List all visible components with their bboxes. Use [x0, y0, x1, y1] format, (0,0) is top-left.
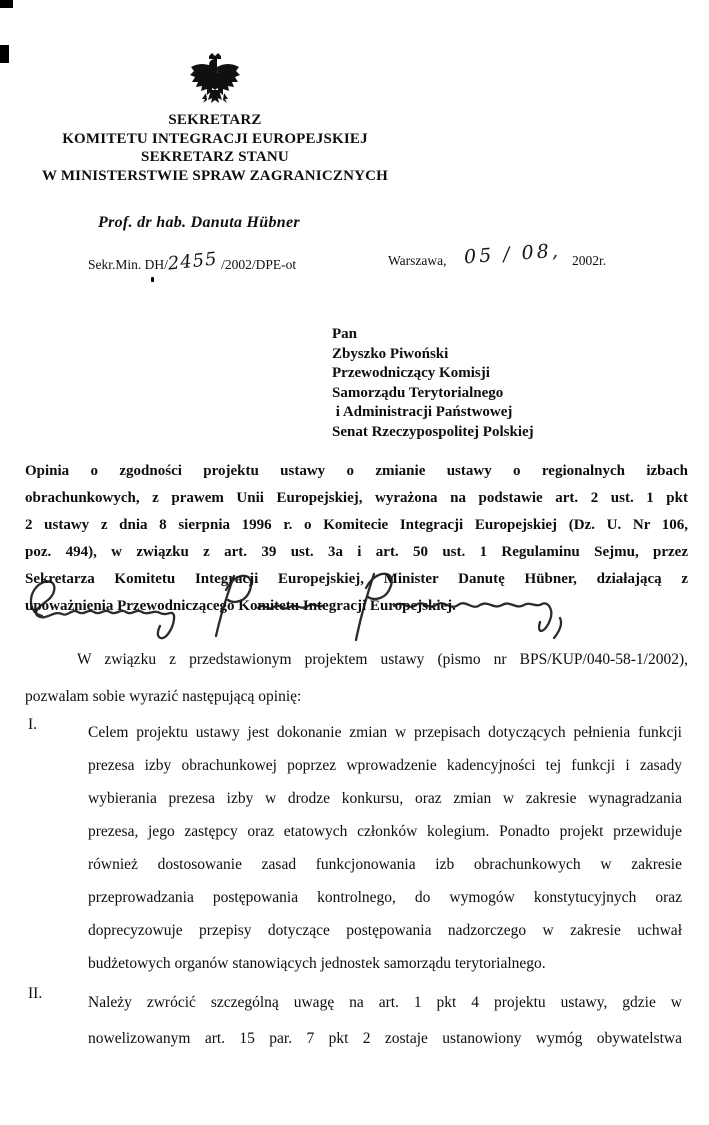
handwriting-word-przewodniczacy — [356, 574, 374, 640]
text-line: Przewodniczący Komisji — [332, 365, 490, 381]
text-line: W MINISTERSTWIE SPRAW ZAGRANICZNYCH — [41, 167, 389, 184]
handwriting-word-panie — [258, 605, 322, 609]
text-line: prezesa izby obrachunkowej poprzez wprowadzenie kadencyjności tej funkcji i zasady — [88, 757, 682, 774]
text-line: Należy zwrócić szczególną uwagę na art. 1 pkt 4 projektu ustawy, gdzie w — [88, 994, 682, 1011]
handwritten-greeting — [22, 568, 567, 652]
letterhead-title — [0, 111, 430, 185]
section-1-label: I. — [28, 716, 38, 733]
text-line: W związku z przedstawionym projektem ustawy (pismo nr BPS/KUP/040-58-1/2002), — [77, 651, 688, 668]
text-line: Opinia o zgodności projektu ustawy o zmianie ustawy o regionalnych izbach — [25, 463, 688, 479]
reference-suffix: /2002/DPE-ot — [217, 257, 297, 272]
handwriting-word-panie — [216, 576, 234, 636]
handwriting-word-szanowny — [31, 581, 174, 638]
intro-paragraph — [25, 641, 688, 715]
handwriting-word-przewodniczacy — [394, 603, 551, 631]
official-name: Prof. dr hab. Danuta Hübner — [98, 214, 300, 231]
text-line: nowelizowanym art. 15 par. 7 pkt 2 zostaje ustanowiony wymóg obywatelstwa — [88, 1030, 682, 1047]
addressee-block — [332, 325, 534, 442]
reference-number — [88, 248, 297, 275]
text-line: Celem projektu ustawy jest dokonanie zmian w przepisach dotyczących pełnienia funkcji — [88, 724, 682, 741]
ink-dot-artifact — [151, 277, 154, 282]
text-line: Sekretarza Komitetu Integracji Europejskiej, Minister Danutę Hübner, działającą z — [25, 571, 688, 587]
letterhead — [0, 52, 430, 185]
text-line: Zbyszko Piwoński — [332, 345, 449, 362]
text-line: SEKRETARZ — [168, 112, 262, 128]
text-line: Pan — [332, 326, 358, 342]
reference-prefix: Sekr.Min. DH/ — [88, 257, 168, 272]
text-line: upoważnienia Przewodniczącego Komitetu Integracji Europejskiej. — [25, 598, 456, 614]
section-2-label: II. — [28, 985, 43, 1002]
text-line: 2 ustawy z dnia 8 sierpnia 1996 r. o Komitecie Integracji Europejskiej (Dz. U. Nr 106, — [25, 517, 688, 533]
section-2-paragraph — [88, 985, 682, 1057]
text-line: również dostosowanie zasad funkcjonowania izb obrachunkowych w zakresie — [88, 856, 682, 873]
text-line: prezesa, jego zastępcy oraz etatowych członków kolegium. Ponadto projekt przewiduje — [88, 823, 682, 840]
text-line: obrachunkowych, z prawem Unii Europejskiej, wyrażona na podstawie art. 2 ust. 1 pkt — [25, 490, 688, 506]
text-line: wybierania prezesa izby w drodze konkursu, oraz zmian w zakresie wynagradzania — [88, 790, 682, 807]
reference-number-handwritten: 2455 — [166, 248, 219, 275]
text-line: poz. 494), w związku z art. 39 ust. 3a i art. 50 ust. 1 Regulaminu Sejmu, przez — [25, 544, 688, 560]
text-line: budżetowych organów stanowiących jednostek samorządu terytorialnego. — [88, 955, 546, 972]
handwriting-comma — [554, 618, 561, 638]
date-handwritten: 05 / 08, — [463, 239, 562, 269]
text-line: Senat Rzeczypospolitej Polskiej — [332, 423, 534, 440]
city-label: Warszawa, — [388, 253, 447, 268]
text-line: pozwalam sobie wyrazić następującą opinię: — [25, 688, 302, 705]
text-line: Samorządu Terytorialnego — [332, 384, 504, 401]
year-label: 2002r. — [572, 253, 607, 268]
polish-eagle-emblem-icon — [186, 52, 244, 108]
section-1-paragraph — [88, 716, 682, 980]
scan-artifact — [0, 0, 13, 8]
text-line: KOMITETU INTEGRACJI EUROPEJSKIEJ — [62, 130, 368, 147]
text-line: przeprowadzania postępowania kontrolnego, do wymogów konstytucyjnych oraz — [88, 889, 682, 906]
text-line: SEKRETARZ STANU — [141, 149, 289, 165]
text-line: i Administracji Państwowej — [332, 404, 513, 420]
text-line: doprecyzowuje przepisy dotyczące postępowania nadzorczego w zakresie uchwał — [88, 922, 682, 939]
